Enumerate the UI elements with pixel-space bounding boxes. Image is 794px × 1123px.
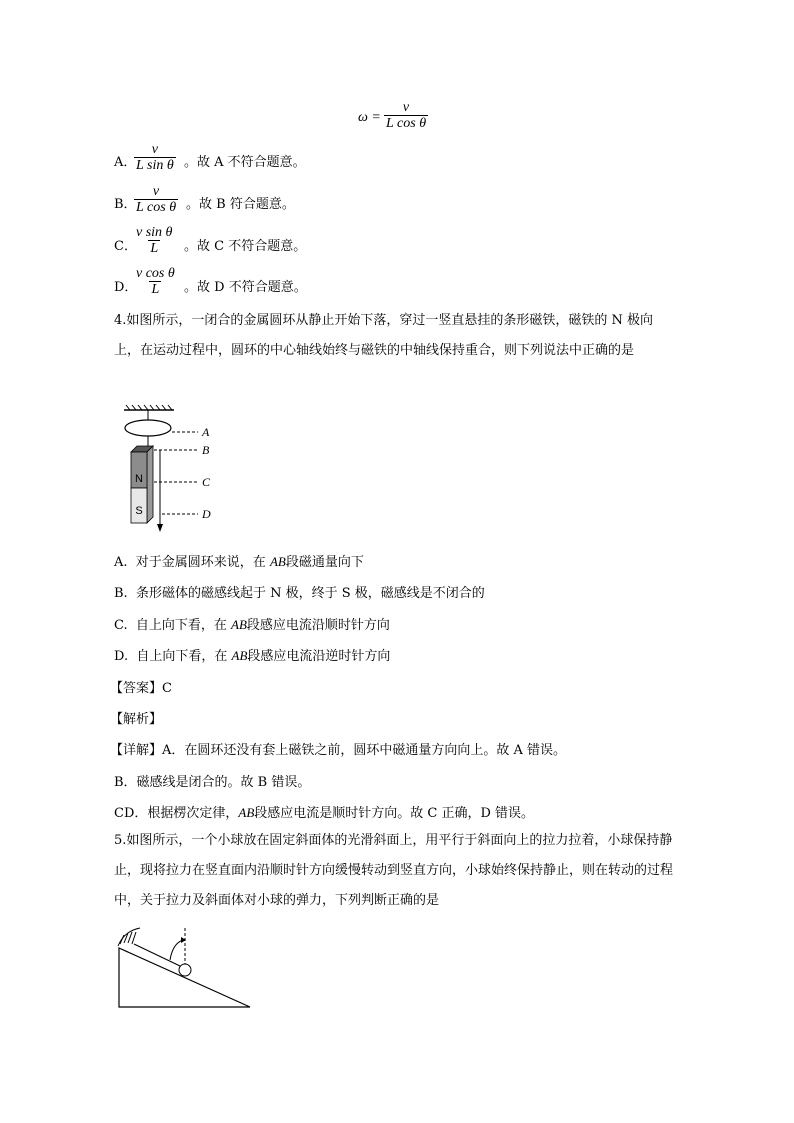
question-4-stem: 4.如图所示，一闭合的金属圆环从静止开始下落，穿过一竖直悬挂的条形磁铁，磁铁的 N 极向上，在运动过程中，圆环的中心轴线始终与磁铁的中轴线保持重合，则下列说法中正确的是 (114, 313, 654, 358)
option-letter: B. (114, 586, 128, 601)
option-text: 自上向下看，在 (135, 618, 232, 633)
option-letter: A. (114, 555, 128, 570)
denominator: L cos θ (136, 200, 177, 215)
q4-detail-b (114, 771, 310, 790)
option-text-tail: 段感应电流沿顺时针方向 (246, 618, 390, 633)
numerator: v sin θ (136, 225, 173, 240)
q4-option-d (114, 645, 390, 664)
denominator: L sin θ (136, 158, 174, 173)
rotation-arrow-head (181, 937, 186, 943)
option-text-tail: 段磁通量向下 (285, 555, 364, 570)
option-fraction (134, 266, 177, 297)
option-text-tail: 段感应电流沿逆时针方向 (247, 649, 391, 664)
q4-option-c (114, 614, 390, 633)
option-italic: AB (231, 617, 247, 632)
incline-figure (114, 924, 254, 1012)
pull-rope (134, 944, 180, 966)
option-text: 。故 D 不符合题意。 (184, 280, 307, 295)
magnet-s-label: S (135, 505, 143, 517)
option-italic: AB (231, 648, 248, 663)
q4-answer: 【答案】C (110, 681, 172, 696)
numerator: v (152, 184, 160, 199)
metal-ring (125, 420, 171, 436)
q4-analysis-heading: 【解析】 (110, 712, 163, 727)
question-5-stem: 5.如图所示，一个小球放在固定斜面体的光滑斜面上，用平行于斜面向上的拉力拉着，小球保持静止，现将拉力在竖直面内沿顺时针方向缓慢转动到竖直方向，小球始终保持静止，则在转动的过程中，关于拉力及斜面体对小球的弹力，下列判断正确的是 (114, 833, 674, 908)
numerator: v cos θ (136, 266, 175, 281)
magnet-side-face (147, 446, 153, 523)
denominator: L (151, 282, 160, 297)
q4-option-a (114, 551, 364, 570)
option-text: 。故 B 符合题意。 (186, 197, 295, 212)
label-c: C (202, 475, 211, 489)
formula-fraction (384, 100, 428, 131)
label-a: A (202, 425, 210, 439)
formula-numerator: v (402, 100, 410, 115)
option-text: 。故 C 不符合题意。 (184, 239, 307, 254)
option-text: 对于金属圆环来说，在 (135, 555, 270, 570)
label-b: B (202, 443, 210, 457)
option-letter: A． (114, 155, 137, 170)
denominator: L (150, 241, 159, 256)
option-text: 。故 A 不符合题意。 (184, 155, 306, 170)
q4-detail-cd (114, 802, 534, 821)
option-text: 自上向下看，在 (136, 649, 232, 664)
option-fraction (134, 184, 178, 215)
detail-text: B．磁感线是闭合的。故 B 错误。 (114, 775, 311, 790)
formula-denominator: L cos θ (386, 116, 427, 131)
detail-text: 【详解】A．在圆环还没有套上磁铁之前，圆环中磁通量方向向上。故 A 错误。 (110, 743, 567, 758)
option-letter: C. (114, 618, 128, 633)
detail-italic: AB (238, 805, 255, 820)
option-fraction (134, 142, 176, 173)
option-fraction (134, 225, 174, 256)
detail-text: CD．根据楞次定律， (114, 806, 239, 821)
formula-lhs: ω = (358, 110, 381, 125)
option-letter: B． (114, 197, 137, 212)
ball (179, 964, 191, 976)
option-letter: D． (114, 280, 138, 295)
option-italic: AB (269, 554, 286, 569)
magnet-ring-figure (114, 404, 224, 532)
option-text: 条形磁体的磁感线起于 N 极，终于 S 极，磁感线是不闭合的 (135, 586, 485, 601)
option-letter: D. (114, 649, 129, 664)
option-letter: C． (114, 239, 137, 254)
numerator: v (151, 142, 158, 157)
magnet-n-label: N (135, 473, 143, 485)
q4-option-b (114, 582, 485, 601)
q4-detail-a (110, 739, 566, 758)
detail-text-tail: 段感应电流是顺时针方向。故 C 正确，D 错误。 (254, 806, 535, 821)
label-d: D (202, 507, 211, 521)
fall-arrow-head (157, 524, 163, 532)
support-hatch (118, 928, 140, 946)
incline-triangle (119, 948, 250, 1007)
rotation-arc (170, 940, 183, 960)
